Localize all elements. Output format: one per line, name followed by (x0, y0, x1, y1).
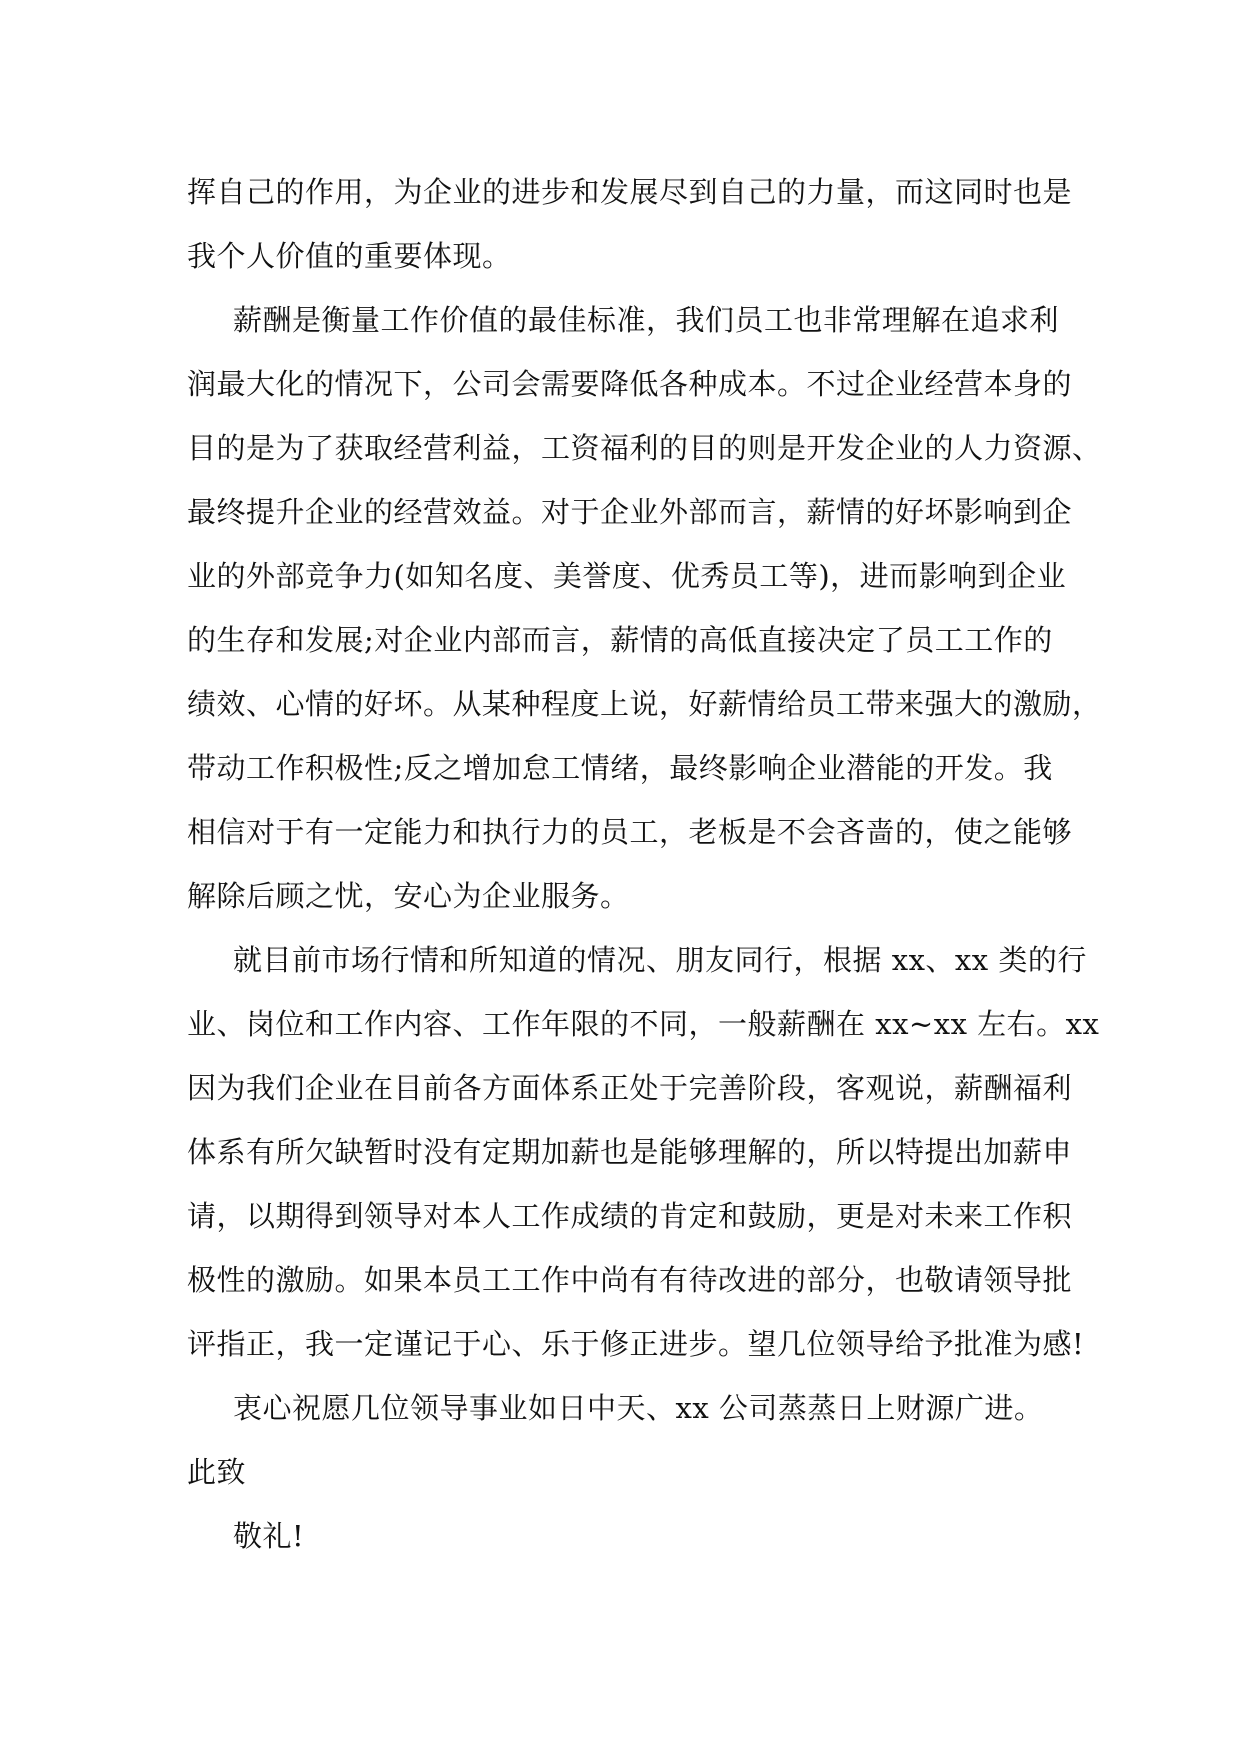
text-line: 业、岗位和工作内容、工作年限的不同，一般薪酬在 xx~xx 左右。xx (187, 1007, 1100, 1041)
text-line: 相信对于有一定能力和执行力的员工，老板是不会吝啬的，使之能够 (187, 815, 1073, 849)
salutation-jingli: 敬礼! (233, 1519, 305, 1553)
text-line: 业的外部竞争力(如知名度、美誉度、优秀员工等)，进而影响到企业 (187, 559, 1067, 593)
text-line: 解除后顾之忧，安心为企业服务。 (187, 879, 630, 913)
text-line: 润最大化的情况下，公司会需要降低各种成本。不过企业经营本身的 (187, 367, 1073, 401)
closing-wish-line: 衷心祝愿几位领导事业如日中天、xx 公司蒸蒸日上财源广进。 (233, 1391, 1044, 1425)
paragraph-start-line: 就目前市场行情和所知道的情况、朋友同行，根据 xx、xx 类的行 (233, 943, 1087, 977)
text-line: 目的是为了获取经营利益，工资福利的目的则是开发企业的人力资源、 (187, 431, 1102, 465)
text-line: 我个人价值的重要体现。 (187, 239, 512, 273)
text-line: 请，以期得到领导对本人工作成绩的肯定和鼓励，更是对未来工作积 (187, 1199, 1073, 1233)
text-line: 的生存和发展;对企业内部而言，薪情的高低直接决定了员工工作的 (187, 623, 1053, 657)
text-line: 最终提升企业的经营效益。对于企业外部而言，薪情的好坏影响到企 (187, 495, 1073, 529)
text-line: 体系有所欠缺暂时没有定期加薪也是能够理解的，所以特提出加薪申 (187, 1135, 1073, 1169)
letter-body (187, 160, 1102, 1568)
paragraph-start-line: 薪酬是衡量工作价值的最佳标准，我们员工也非常理解在追求利 (233, 303, 1060, 337)
text-line: 挥自己的作用，为企业的进步和发展尽到自己的力量，而这同时也是 (187, 175, 1073, 209)
text-line: 因为我们企业在目前各方面体系正处于完善阶段，客观说，薪酬福利 (187, 1071, 1073, 1105)
salutation-cizhi: 此致 (187, 1455, 247, 1489)
text-line: 评指正，我一定谨记于心、乐于修正进步。望几位领导给予批准为感! (187, 1327, 1085, 1361)
text-line: 绩效、心情的好坏。从某种程度上说，好薪情给员工带来强大的激励， (187, 687, 1102, 721)
text-line: 极性的激励。如果本员工工作中尚有有待改进的部分，也敬请领导批 (187, 1263, 1073, 1297)
text-line: 带动工作积极性;反之增加怠工情绪，最终影响企业潜能的开发。我 (187, 751, 1053, 785)
